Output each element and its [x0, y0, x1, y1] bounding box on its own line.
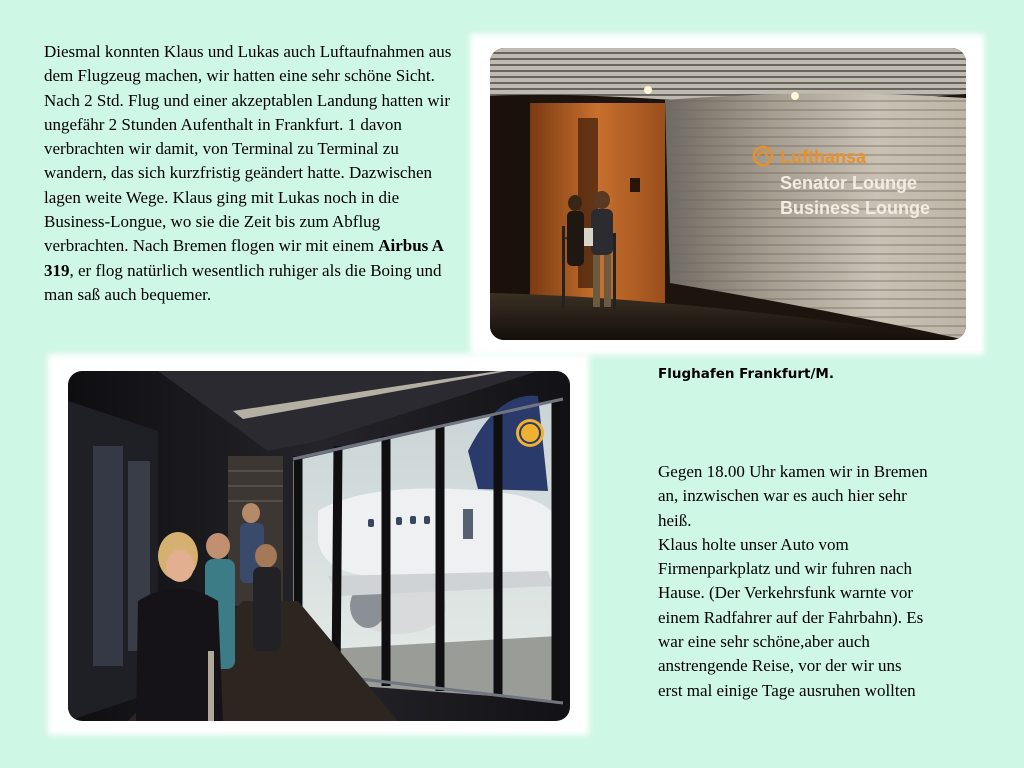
- lounge-photo-drawing: [490, 48, 966, 340]
- intro-text: [44, 40, 454, 307]
- lounge-photo: [474, 38, 980, 351]
- intro-text-part2: , er flog natürlich wesentlich ruhiger als die Boing und man saß auch bequemer.: [44, 260, 442, 304]
- jetway-photo-image: [68, 371, 570, 721]
- intro-text-part1: Diesmal konnten Klaus und Lukas auch Luftaufnahmen aus dem Flugzeug machen, wir hatten eine sehr schöne Sicht. Nach 2 Std. Flug und einer akzeptablen Landung hatten wir ungefähr 2 Stunden Aufenthalt in Frankfurt. 1 davon verbrachten wir damit, von Terminal zu Terminal zu wandern, das sich kurzfristig geändert hatte. Dazwischen lagen weite Wege. Klaus ging mit Lukas noch in die Business-Longue, wo sie die Zeit bis zum Abflug verbrachten. Nach Bremen flogen wir mit einem: [44, 42, 452, 256]
- closing-text: [658, 460, 928, 703]
- lounge-sign-line3: Business Lounge: [780, 198, 931, 218]
- jetway-photo: [52, 358, 585, 731]
- photo-caption: Flughafen Frankfurt/M.: [658, 366, 834, 382]
- aircraft-type-bold: Airbus A 319: [44, 236, 443, 280]
- closing-text-line1: Gegen 18.00 Uhr kamen wir in Bremen an, inzwischen war es auch hier sehr heiß.: [658, 462, 928, 530]
- closing-text-line2: Klaus holte unser Auto vom Firmenparkplatz und wir fuhren nach Hause. (Der Verkehrsfunk warnte vor einem Radfahrer auf der Fahrbahn). Es war eine sehr schöne,aber auch anstrengende Reise, vor der wir uns erst mal einige Tage ausruhen wollten: [658, 534, 924, 700]
- lounge-sign-line1: Lufthansa: [780, 147, 867, 167]
- jetway-photo-drawing: [68, 371, 570, 721]
- lounge-sign-line2: Senator Lounge: [780, 173, 918, 193]
- lounge-photo-image: [490, 48, 966, 340]
